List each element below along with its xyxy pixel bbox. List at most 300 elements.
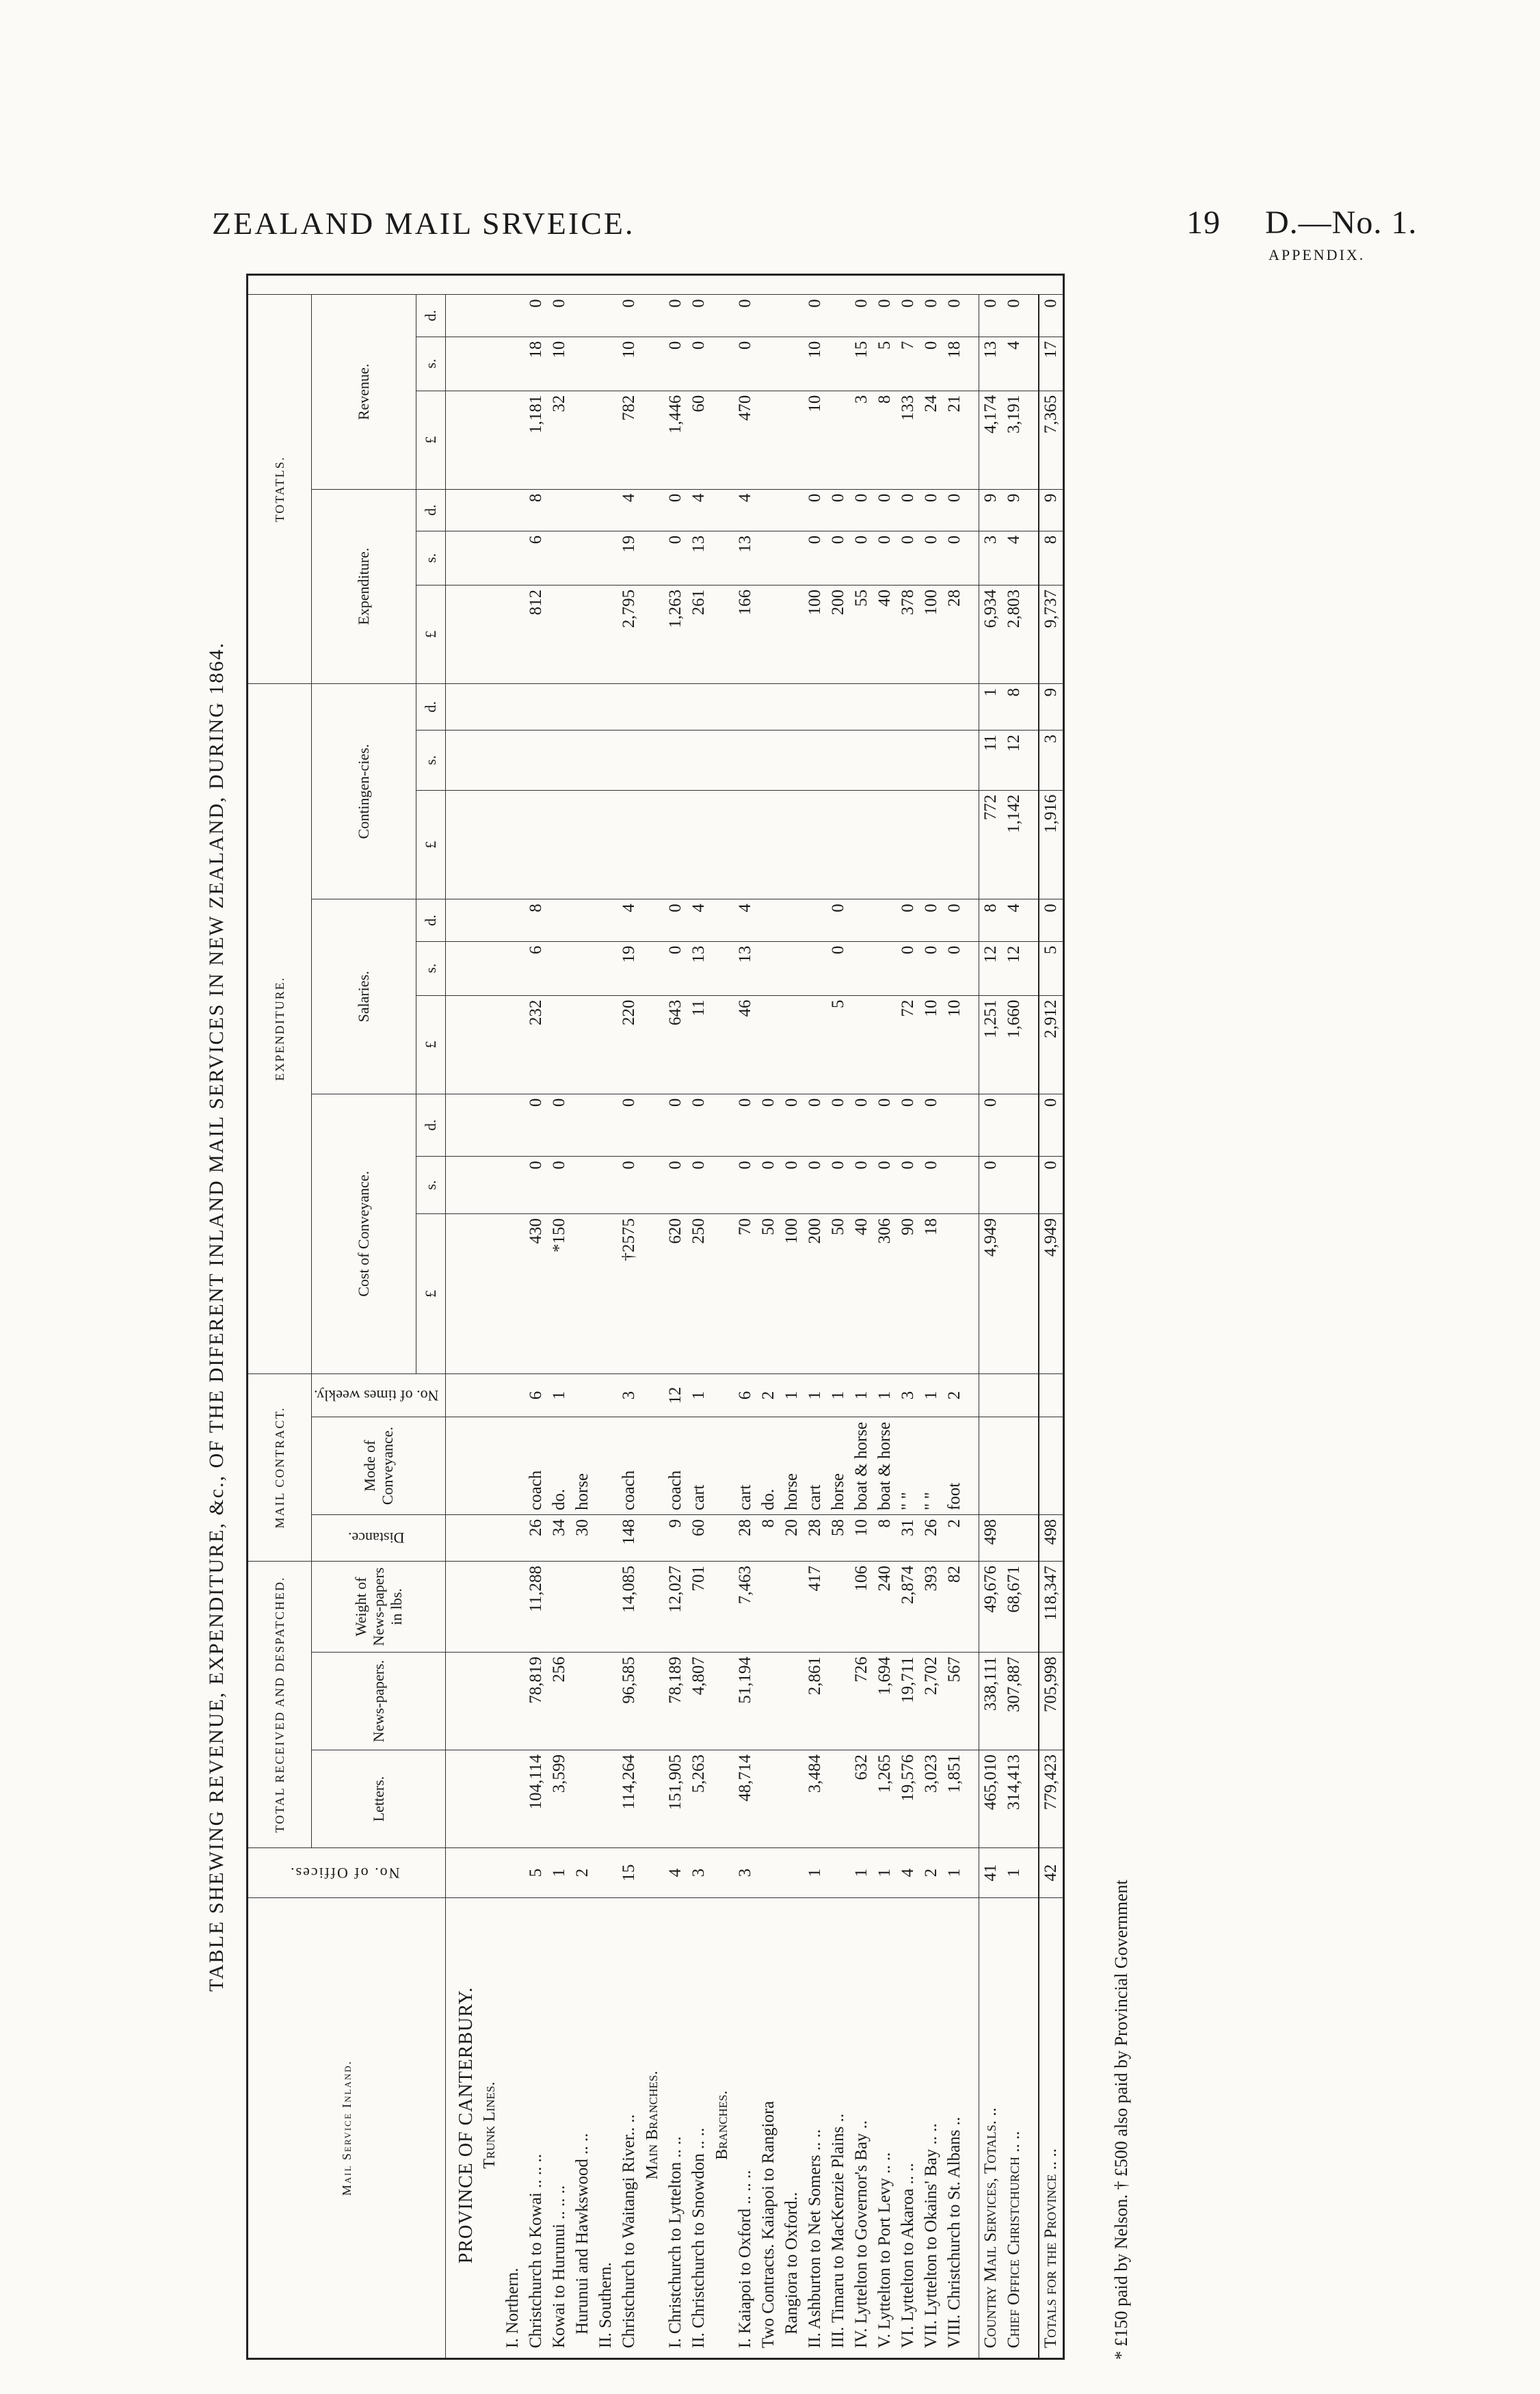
rev-cell: 3,191 [1003, 391, 1026, 489]
cost-cell: 306 [873, 1213, 897, 1373]
cont-cell [897, 683, 920, 730]
table-row [873, 275, 897, 2359]
weight-cell: 393 [920, 1562, 943, 1653]
sal-cell: 0 [920, 899, 943, 941]
exp-cell [501, 585, 525, 683]
offices-cell: 1 [850, 1848, 873, 1898]
times-cell [1003, 1374, 1026, 1417]
newspapers-cell [711, 1653, 734, 1750]
rev-cell [827, 337, 850, 391]
empty-cell [446, 1562, 479, 1653]
cont-cell: 9 [1039, 683, 1064, 730]
table-body [446, 275, 1064, 2359]
row-label: Hurunui and Hawkswood .. .. [571, 1898, 594, 2359]
unit-pound: £ [416, 1213, 446, 1373]
sal-cell: 1,251 [979, 995, 1003, 1094]
rev-cell: 0 [920, 337, 943, 391]
unit-pound: £ [416, 391, 446, 489]
mode-cell [1003, 1417, 1026, 1515]
newspapers-cell [827, 1653, 850, 1750]
table-row [757, 275, 780, 2359]
letters-cell [501, 1750, 525, 1848]
sal-cell [757, 941, 780, 995]
empty-cell [966, 1417, 979, 1515]
weight-cell: 68,671 [1003, 1562, 1026, 1653]
weight-cell [478, 1562, 501, 1653]
sal-cell [641, 941, 664, 995]
letters-cell [571, 1750, 594, 1848]
empty-cell [446, 295, 479, 337]
unit-shilling: s. [416, 1157, 446, 1214]
times-cell: 1 [804, 1374, 827, 1417]
sal-cell [873, 899, 897, 941]
exp-cell [594, 531, 618, 585]
header-mail-contract: MAIL CONTRACT. [248, 1374, 312, 1562]
letters-cell: 151,905 [664, 1750, 687, 1848]
times-cell [501, 1374, 525, 1417]
unit-shilling: s. [416, 941, 446, 995]
empty-cell [966, 1515, 979, 1562]
cost-cell [594, 1094, 618, 1156]
offices-cell [780, 1848, 804, 1898]
exp-cell: 9 [979, 489, 1003, 531]
offices-cell [711, 1848, 734, 1898]
header-contingencies: Contingen-cies. [312, 683, 416, 899]
sal-cell [594, 941, 618, 995]
sal-cell: 0 [664, 941, 687, 995]
unit-pence: d. [416, 489, 446, 531]
empty-cell [446, 1374, 479, 1417]
exp-cell: 4 [687, 489, 711, 531]
cont-cell [804, 730, 827, 790]
mode-cell: " " [897, 1417, 920, 1515]
sal-cell [780, 995, 804, 1094]
mode-cell: foot [943, 1417, 966, 1515]
sal-cell: 5 [1039, 941, 1064, 995]
cost-cell [594, 1157, 618, 1214]
empty-cell [966, 1848, 979, 1898]
cost-cell: 0 [827, 1094, 850, 1156]
empty-cell [966, 899, 979, 941]
rev-cell: 18 [525, 337, 548, 391]
cont-cell [525, 790, 548, 899]
footnote: * £150 paid by Nelson. † £500 also paid by Provincial Government [1111, 1880, 1131, 2360]
row-label: III. Timaru to MacKenzie Plains .. [827, 1898, 850, 2359]
table-row [618, 275, 641, 2359]
cost-cell: 0 [827, 1157, 850, 1214]
table-row [501, 275, 525, 2359]
sal-cell [711, 941, 734, 995]
empty-cell [966, 1653, 979, 1750]
table-row [594, 275, 618, 2359]
row-label: II. Christchurch to Snowdon .. .. [687, 1898, 711, 2359]
exp-cell [571, 531, 594, 585]
exp-cell [594, 585, 618, 683]
rev-cell: 0 [548, 295, 571, 337]
rev-cell: 0 [850, 295, 873, 337]
weight-cell: 12,027 [664, 1562, 687, 1653]
letters-cell [757, 1750, 780, 1848]
times-cell: 12 [664, 1374, 687, 1417]
sal-cell: 13 [687, 941, 711, 995]
weight-cell [780, 1562, 804, 1653]
cost-cell: 4,949 [1039, 1213, 1064, 1373]
distance-cell: 34 [548, 1515, 571, 1562]
rev-cell: 0 [687, 337, 711, 391]
exp-cell: 1,263 [664, 585, 687, 683]
empty-cell [446, 790, 479, 899]
cont-cell [501, 790, 525, 899]
table-row [943, 275, 966, 2359]
times-cell: 1 [780, 1374, 804, 1417]
sal-cell: 220 [618, 995, 641, 1094]
sal-cell: 8 [979, 899, 1003, 941]
letters-cell [780, 1750, 804, 1848]
table-row [1003, 275, 1026, 2359]
cont-cell [594, 790, 618, 899]
rev-cell [711, 295, 734, 337]
times-cell: 1 [548, 1374, 571, 1417]
cost-cell: 0 [850, 1157, 873, 1214]
cont-cell [501, 683, 525, 730]
weight-cell: 118,347 [1039, 1562, 1064, 1653]
newspapers-cell: 96,585 [618, 1653, 641, 1750]
times-cell [594, 1374, 618, 1417]
cost-cell: 90 [897, 1213, 920, 1373]
table-row [920, 275, 943, 2359]
exp-cell: 0 [827, 531, 850, 585]
exp-cell: 6,934 [979, 585, 1003, 683]
empty-cell [446, 941, 479, 995]
letters-cell [478, 1750, 501, 1848]
cont-cell [711, 730, 734, 790]
cont-cell [827, 683, 850, 730]
distance-cell [478, 1515, 501, 1562]
cont-cell [827, 730, 850, 790]
empty-cell [966, 531, 979, 585]
empty-cell [1026, 899, 1039, 941]
empty-cell [966, 585, 979, 683]
empty-cell [446, 585, 479, 683]
table-row [734, 275, 757, 2359]
sal-cell: 0 [943, 899, 966, 941]
cost-cell [1003, 1213, 1026, 1373]
distance-cell [1003, 1515, 1026, 1562]
rev-cell [641, 295, 664, 337]
distance-cell: 31 [897, 1515, 920, 1562]
weight-cell [594, 1562, 618, 1653]
distance-cell: 8 [757, 1515, 780, 1562]
rev-cell [501, 295, 525, 337]
cost-cell [1003, 1157, 1026, 1214]
cont-cell [641, 730, 664, 790]
cont-cell [920, 790, 943, 899]
cont-cell [501, 730, 525, 790]
sal-cell [804, 899, 827, 941]
sal-cell [757, 995, 780, 1094]
unit-pound: £ [416, 585, 446, 683]
distance-cell: 28 [804, 1515, 827, 1562]
cont-cell [850, 730, 873, 790]
cost-cell: 0 [873, 1094, 897, 1156]
cost-cell [943, 1094, 966, 1156]
rev-cell: 3 [850, 391, 873, 489]
cont-cell [525, 730, 548, 790]
weight-cell: 7,463 [734, 1562, 757, 1653]
cost-cell: 0 [897, 1157, 920, 1214]
distance-cell: 498 [1039, 1515, 1064, 1562]
mode-cell [641, 1417, 664, 1515]
times-cell: 1 [920, 1374, 943, 1417]
distance-cell: 2 [943, 1515, 966, 1562]
unit-pound: £ [416, 995, 446, 1094]
cont-cell [711, 790, 734, 899]
distance-cell: 30 [571, 1515, 594, 1562]
exp-cell: 0 [920, 489, 943, 531]
rev-cell: 24 [920, 391, 943, 489]
mode-cell: coach [618, 1417, 641, 1515]
cost-cell [641, 1213, 664, 1373]
cost-cell: 0 [757, 1094, 780, 1156]
sal-cell: 0 [827, 941, 850, 995]
cost-cell: 70 [734, 1213, 757, 1373]
empty-cell [1026, 1417, 1039, 1515]
weight-cell [711, 1562, 734, 1653]
cont-cell: 8 [1003, 683, 1026, 730]
exp-cell: 40 [873, 585, 897, 683]
newspapers-cell: 2,702 [920, 1653, 943, 1750]
table-row [850, 275, 873, 2359]
mode-cell: do. [548, 1417, 571, 1515]
offices-cell: 2 [920, 1848, 943, 1898]
empty-cell [1026, 1898, 1039, 2359]
sal-cell: 6 [525, 941, 548, 995]
exp-cell: 812 [525, 585, 548, 683]
rev-cell [780, 295, 804, 337]
sal-cell: 10 [920, 995, 943, 1094]
header-offices: No. of Offices. [248, 1848, 446, 1898]
offices-cell: 3 [734, 1848, 757, 1898]
exp-cell [501, 531, 525, 585]
sal-cell [478, 899, 501, 941]
times-cell: 1 [827, 1374, 850, 1417]
letters-cell: 465,010 [979, 1750, 1003, 1848]
empty-cell [966, 337, 979, 391]
cost-cell: 0 [1039, 1094, 1064, 1156]
empty-cell [966, 489, 979, 531]
sal-cell [571, 941, 594, 995]
header-expenditure: Expenditure. [312, 489, 416, 683]
cost-cell [478, 1157, 501, 1214]
weight-cell [571, 1562, 594, 1653]
empty-cell [446, 995, 479, 1094]
cont-cell [571, 790, 594, 899]
table-row [548, 275, 571, 2359]
sal-cell: 19 [618, 941, 641, 995]
exp-cell: 2,795 [618, 585, 641, 683]
empty-cell [446, 1653, 479, 1750]
row-label: Christchurch to Kowai .. .. .. [525, 1898, 548, 2359]
distance-cell: 10 [850, 1515, 873, 1562]
sal-cell: 0 [897, 899, 920, 941]
empty-cell [1026, 275, 1039, 295]
rev-cell [641, 337, 664, 391]
sal-cell [548, 995, 571, 1094]
weight-cell [757, 1562, 780, 1653]
empty-cell [446, 1213, 479, 1373]
mode-cell [979, 1417, 1003, 1515]
weight-cell [501, 1562, 525, 1653]
newspapers-cell [501, 1653, 525, 1750]
sal-cell: 10 [943, 995, 966, 1094]
empty-cell [966, 1562, 979, 1653]
cont-cell: 1,916 [1039, 790, 1064, 899]
empty-cell [1026, 1094, 1039, 1156]
sal-cell: 0 [920, 941, 943, 995]
mode-cell [478, 1417, 501, 1515]
exp-cell: 4 [734, 489, 757, 531]
rev-cell: 21 [943, 391, 966, 489]
sal-cell [478, 941, 501, 995]
rev-cell [571, 295, 594, 337]
cost-cell [711, 1094, 734, 1156]
cont-cell [757, 683, 780, 730]
cont-cell [920, 730, 943, 790]
table-row [687, 275, 711, 2359]
letters-cell: 1,265 [873, 1750, 897, 1848]
exp-cell: 0 [920, 531, 943, 585]
exp-cell [711, 585, 734, 683]
cost-cell [478, 1213, 501, 1373]
mail-services-table [246, 274, 1065, 2360]
cost-cell: 50 [827, 1213, 850, 1373]
empty-cell [1026, 585, 1039, 683]
header-distance: Distance. [312, 1515, 446, 1562]
letters-cell [594, 1750, 618, 1848]
cont-cell: 772 [979, 790, 1003, 899]
exp-cell: 100 [804, 585, 827, 683]
offices-cell: 42 [1039, 1848, 1064, 1898]
exp-cell: 0 [943, 489, 966, 531]
exp-cell: 8 [525, 489, 548, 531]
rev-cell: 4 [1003, 337, 1026, 391]
distance-cell: 60 [687, 1515, 711, 1562]
cost-cell: 0 [804, 1094, 827, 1156]
cont-cell [943, 730, 966, 790]
row-label: Rangiora to Oxford.. [780, 1898, 804, 2359]
empty-cell [966, 1157, 979, 1214]
cost-cell: †2575 [618, 1213, 641, 1373]
distance-cell [711, 1515, 734, 1562]
rev-cell [711, 337, 734, 391]
sal-cell [548, 941, 571, 995]
rev-cell: 10 [548, 337, 571, 391]
empty-cell [966, 391, 979, 489]
rotated-table-frame [205, 274, 1139, 2360]
newspapers-cell [780, 1653, 804, 1750]
times-cell: 6 [525, 1374, 548, 1417]
mode-cell [501, 1417, 525, 1515]
mode-cell [1039, 1417, 1064, 1515]
exp-cell: 13 [734, 531, 757, 585]
offices-cell: 5 [525, 1848, 548, 1898]
empty-cell [966, 790, 979, 899]
sal-cell: 8 [525, 899, 548, 941]
cost-cell: 0 [618, 1157, 641, 1214]
table-row [780, 275, 804, 2359]
weight-cell: 82 [943, 1562, 966, 1653]
distance-cell: 148 [618, 1515, 641, 1562]
row-label: VI. Lyttelton to Akaroa .. .. [897, 1898, 920, 2359]
cont-cell [618, 730, 641, 790]
times-cell: 1 [687, 1374, 711, 1417]
sal-cell: 12 [979, 941, 1003, 995]
exp-cell [780, 531, 804, 585]
unit-shilling: s. [416, 337, 446, 391]
offices-cell [501, 1848, 525, 1898]
sal-cell: 0 [664, 899, 687, 941]
exp-cell: 166 [734, 585, 757, 683]
cont-cell: 12 [1003, 730, 1026, 790]
row-label: I. Christchurch to Lyttelton .. .. [664, 1898, 687, 2359]
rev-cell [478, 391, 501, 489]
cont-cell [711, 683, 734, 730]
rev-cell [594, 337, 618, 391]
exp-cell: 8 [1039, 531, 1064, 585]
cost-cell: 430 [525, 1213, 548, 1373]
cost-cell [943, 1157, 966, 1214]
distance-cell: 58 [827, 1515, 850, 1562]
cont-cell [478, 683, 501, 730]
distance-cell [641, 1515, 664, 1562]
letters-cell: 19,576 [897, 1750, 920, 1848]
newspapers-cell: 567 [943, 1653, 966, 1750]
sal-cell: 4 [618, 899, 641, 941]
cost-cell: 0 [734, 1157, 757, 1214]
rev-cell: 7 [897, 337, 920, 391]
empty-cell [966, 995, 979, 1094]
unit-pence: d. [416, 899, 446, 941]
rev-cell: 10 [618, 337, 641, 391]
empty-cell [446, 531, 479, 585]
exp-cell [757, 585, 780, 683]
exp-cell: 0 [850, 489, 873, 531]
row-label: Two Contracts. Kaiapoi to Rangiora [757, 1898, 780, 2359]
cont-cell: 3 [1039, 730, 1064, 790]
cost-cell: 0 [618, 1094, 641, 1156]
empty-cell [1026, 1374, 1039, 1417]
rev-cell: 0 [897, 295, 920, 337]
cost-cell: 0 [664, 1157, 687, 1214]
row-label: Christchurch to Waitangi River.. .. [618, 1898, 641, 2359]
row-label: V. Lyttelton to Port Levy .. .. [873, 1898, 897, 2359]
cont-cell [873, 790, 897, 899]
cost-cell [943, 1213, 966, 1373]
rev-cell: 0 [1003, 295, 1026, 337]
rev-cell: 0 [618, 295, 641, 337]
rev-cell [478, 295, 501, 337]
exp-cell: 9,737 [1039, 585, 1064, 683]
sal-cell: 0 [897, 941, 920, 995]
offices-cell: 1 [943, 1848, 966, 1898]
cont-cell [548, 683, 571, 730]
sal-cell [873, 941, 897, 995]
mode-cell: do. [757, 1417, 780, 1515]
exp-cell [780, 489, 804, 531]
exp-cell [548, 531, 571, 585]
rev-cell: 18 [943, 337, 966, 391]
rev-cell: 4,174 [979, 391, 1003, 489]
